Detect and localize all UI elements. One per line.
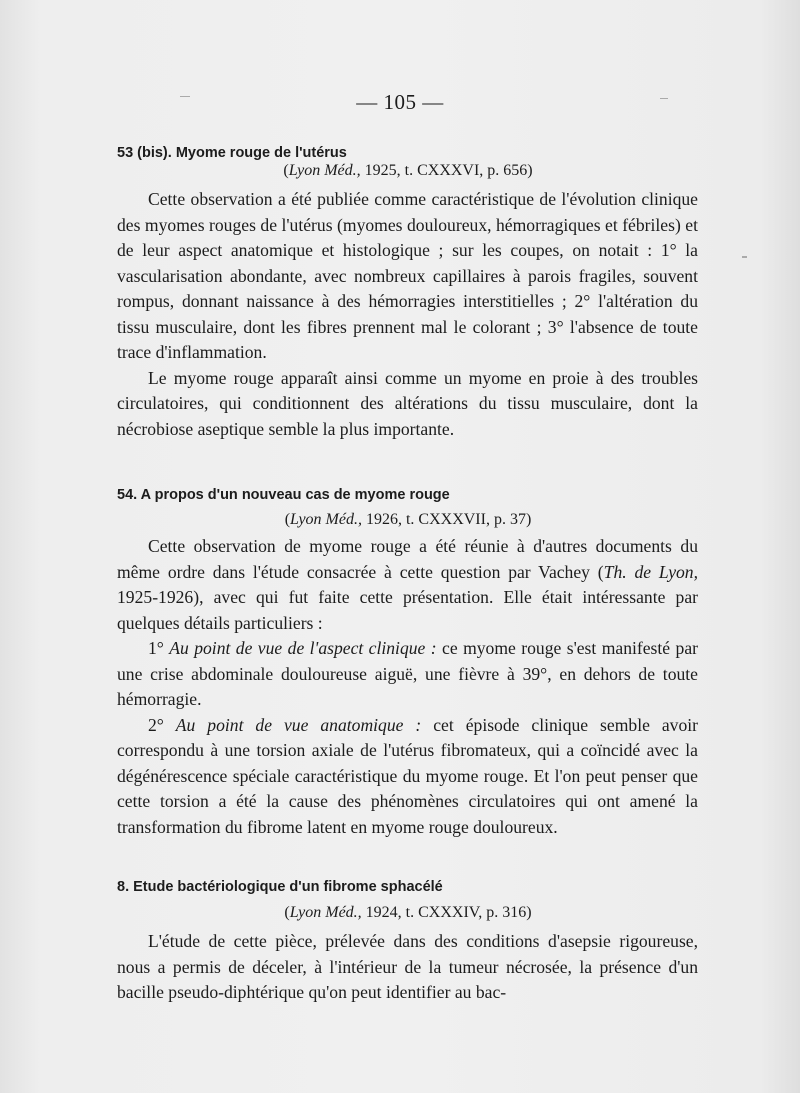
page-number: — 105 — xyxy=(356,90,444,114)
item-heading: Au point de vue anatomique : xyxy=(175,714,422,735)
paragraph: Le myome rouge apparaît ainsi comme un myome en proie à des troubles circulatoires, qui conditionnent des altérations du tissu musculaire, dont la nécrobiose aseptique semble la plus importante. xyxy=(117,367,698,439)
scan-speck xyxy=(742,256,747,258)
scan-speck xyxy=(180,96,190,97)
paragraph: L'étude de cette pièce, prélevée dans des conditions d'asepsie rigoureuse, nous a permis de déceler, à l'intérieur de la tumeur nécrosée, la présence d'un bacille pseudo-diphtérique qu'on peut identifier au bac- xyxy=(117,931,698,1002)
item-number: 2° xyxy=(148,714,176,735)
paragraph xyxy=(117,636,698,713)
paragraph xyxy=(117,713,698,841)
item-heading: Au point de vue de l'aspect clinique : xyxy=(169,638,437,658)
reference-details: 1926, t. CXXXVII, p. 37) xyxy=(365,511,532,528)
entry-body-53bis xyxy=(117,187,698,442)
reference-8: (Lyon Méd., 1924, t. CXXXIV, p. 316) xyxy=(284,904,532,921)
reference-journal: Lyon Méd., xyxy=(289,904,362,921)
entry-title-8: 8. Etude bactériologique d'un fibrome sphacélé xyxy=(117,879,443,895)
entry-title-53bis: 53 (bis). Myome rouge de l'utérus xyxy=(117,145,347,161)
reference-53bis: (Lyon Méd., 1925, t. CXXXVI, p. 656) xyxy=(283,162,533,179)
reference-details: 1925, t. CXXXVI, p. 656) xyxy=(364,162,533,179)
item-number: 1° xyxy=(148,638,170,658)
reference-54: (Lyon Méd., 1926, t. CXXXVII, p. 37) xyxy=(284,511,532,528)
paragraph: Cette observation a été publiée comme caractéristique de l'évolution clinique des myomes rouges de l'utérus (myomes douloureux, hémorragiques et fébriles) et de leur aspect anatomique et histologique ; sur les coupes, on notait : 1° la vascularisation abondante, avec nombreux capillaires à parois fragiles, souvent rompus, donnant naissance à des hémorragies interstitielles ; 2° l'altération du tissu musculaire, dont les fibres prennent mal le colorant ; 3° l'absence de toute trace d'inflammation. xyxy=(117,189,698,362)
scan-speck xyxy=(660,98,668,99)
thesis-title: Th. de Lyon, xyxy=(603,561,698,582)
reference-details: 1924, t. CXXXIV, p. 316) xyxy=(365,904,532,921)
entry-body-54 xyxy=(117,534,698,840)
paragraph-text: cet épisode clinique semble avoir correspondu à une torsion axiale de l'utérus fibromateux, qui a coïncidé avec la dégénérescence spéciale caractéristique du myome rouge. Et l'on peut penser que cette torsion a été la cause des phénomènes circulatoires qui ont amené la transformation du fibrome latent en myome rouge douloureux. xyxy=(117,714,698,837)
entry-title-54: 54. A propos d'un nouveau cas de myome rouge xyxy=(117,487,450,503)
paragraph-text: 1925-1926), avec qui fut faite cette présentation. Elle était intéressante par quelques détails particuliers : xyxy=(117,587,698,633)
reference-journal: Lyon Méd., xyxy=(290,511,362,528)
paragraph-text: ce myome rouge s'est manifesté par une crise abdominale douloureuse aiguë, une fièvre à 39°, en dehors de toute hémorragie. xyxy=(117,638,698,709)
reference-journal: Lyon Méd., xyxy=(288,162,361,179)
paragraph-text: Cette observation de myome rouge a été réunie à d'autres documents du même ordre dans l'étude consacrée à cette question par Vachey ( xyxy=(117,536,698,582)
entry-body-8 xyxy=(117,929,698,1006)
paragraph xyxy=(117,534,698,636)
